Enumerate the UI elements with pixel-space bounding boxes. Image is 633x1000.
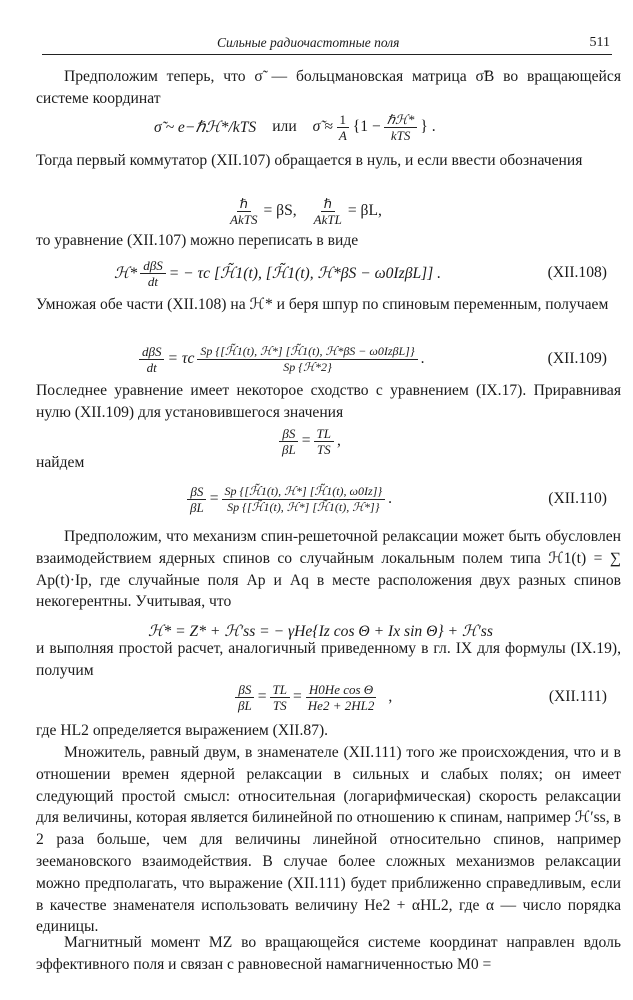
equation-XII-108 <box>36 256 621 290</box>
eq8-frac2-num: TL <box>270 682 290 698</box>
eq2-frac1-den: AkTS <box>230 211 258 227</box>
eq4-fraction <box>139 344 164 375</box>
eq1-frac1-num: 1 <box>337 112 350 128</box>
paragraph-11: Магнитный момент MZ во вращающейся системе координат направлен вдоль эффективного поля и связан с равновесной намагниченностью M0 = <box>36 934 621 973</box>
eq8-frac3-num: H0He cos Θ <box>306 682 376 698</box>
paragraph-1: Предположим теперь, что σ̃ — больцмановская матрица σ̃B во вращающейся системе координат <box>36 68 621 107</box>
eq4-frac-den: dt <box>146 359 157 375</box>
eq5-frac2-den: TS <box>316 441 331 457</box>
eq1-right-a: σ̃ ≈ <box>312 118 333 135</box>
eq1-frac2-num: ℏℋ* <box>384 112 418 128</box>
eq6-mid: = <box>209 490 219 507</box>
eq8-fraction-2 <box>270 682 290 713</box>
eq4-number: (XII.109) <box>547 350 607 367</box>
eq6-end: . <box>388 490 393 507</box>
eq4-end: . <box>420 350 425 367</box>
eq6-big-den: Sp {[ℋ̃1(t), ℋ*] [ℋ̃1(t), ℋ*]} <box>227 499 380 514</box>
eq3-left: ℋ* <box>114 264 138 282</box>
eq2-frac2-num: ℏ <box>321 196 335 212</box>
eq6-frac-num: βS <box>187 484 206 500</box>
eq2-frac2-den: AkTL <box>313 211 342 227</box>
eq1-left: σ̃ ~ e−ℏℋ*/kTS <box>154 118 257 136</box>
eq6-frac-den: βL <box>190 499 204 515</box>
equation-XII-110 <box>36 482 621 516</box>
eq2-fraction-1 <box>227 196 260 227</box>
paragraph-3: то уравнение (XII.107) можно переписать в виде <box>36 232 359 249</box>
eq3-frac-den: dt <box>147 273 159 289</box>
eq8-end: , <box>388 688 393 705</box>
paragraph-2: Тогда первый коммутатор (XII.107) обращается в нуль, и если ввести обозначения <box>36 152 583 169</box>
eq8-frac1-num: βS <box>235 682 254 698</box>
eq1-fraction-2 <box>384 112 418 143</box>
eq5-frac2-num: TL <box>314 426 334 442</box>
eq8-fraction-1 <box>235 682 255 713</box>
eq8-frac3-den: He2 + 2HL2 <box>307 697 375 713</box>
eq2-mid: = βS, <box>263 202 297 219</box>
paragraph-9: где HL2 определяется выражением (XII.87). <box>36 722 329 739</box>
equation-boltzmann <box>36 110 621 144</box>
paragraph-6: найдем <box>36 454 85 471</box>
eq7-text: ℋ* = Z* + ℋ′ss = − γHe{Iz cos Θ + Ix sin Θ} + ℋ′ss <box>148 622 493 640</box>
paragraph-10: Множитель, равный двум, в знаменателе (XII.111) того же происхождения, что и в отношении времен ядерной релаксации в сильных и слабых полях; он имеет следующий простой смысл: относительная (логарифмическая) скорость релаксации для величины, которая является билинейной по отношению к спинам, например ℋ′ss, в 2 раза больше, чем для величины линейной относительно спинов, например зеемановского взаимодействия. В случае более сложных механизмов релаксации можно предполагать, что выражение (XII.111) будет приближенно справедливым, если в качестве знаменателя использовать величину He2 + αHL2, где α — число порядка единицы. <box>36 744 621 936</box>
eq4-big-fraction <box>197 344 417 375</box>
eq3-right: = − τc [ℋ̃1(t), [ℋ̃1(t), ℋ*βS − ω0IzβL]] . <box>168 264 442 282</box>
eq6-big-num: Sp {[ℋ̃1(t), ℋ*] [ℋ̃1(t), ω0Iz]} <box>222 484 386 500</box>
eq3-fraction <box>140 258 165 289</box>
paragraph-4: Умножая обе части (XII.108) на ℋ* и беря шпур по спиновым переменным, получаем <box>36 296 609 313</box>
eq6-fraction <box>187 484 207 515</box>
eq2-frac1-num: ℏ <box>237 196 251 212</box>
running-title: Сильные радиочастотные поля <box>217 35 400 50</box>
eq4-big-num: Sp {[ℋ̃1(t), ℋ*] [ℋ̃1(t), ℋ*βS − ω0IzβL]} <box>197 344 417 360</box>
page-number: 511 <box>589 35 610 50</box>
equation-beta-definitions <box>36 194 621 228</box>
eq4-big-den: Sp {ℋ*2} <box>283 359 332 374</box>
eq1-or: или <box>272 118 297 135</box>
paragraph-8: и выполняя простой расчет, аналогичный приведенному в гл. IX для формулы (IX.19), получим <box>36 640 621 679</box>
eq1-right-b: {1 − <box>352 118 381 135</box>
eq1-frac1-den: A <box>338 127 347 143</box>
eq1-fraction-1 <box>336 112 350 143</box>
eq8-mid2: = <box>292 688 302 705</box>
eq4-mid: = τc <box>167 350 195 367</box>
eq2-end: = βL, <box>347 202 382 219</box>
eq5-end: , <box>336 432 341 449</box>
eq3-frac-num: dβS <box>140 258 165 274</box>
eq6-number: (XII.110) <box>548 490 607 507</box>
running-header <box>42 34 612 55</box>
eq8-mid1: = <box>257 688 267 705</box>
eq4-frac-num: dβS <box>139 344 164 360</box>
eq1-right-c: } . <box>420 118 436 135</box>
eq2-fraction-2 <box>311 196 345 227</box>
eq5-mid: = <box>301 432 311 449</box>
eq8-frac1-den: βL <box>238 697 252 713</box>
eq8-number: (XII.111) <box>548 688 607 705</box>
equation-XII-111 <box>36 680 621 714</box>
equation-XII-109 <box>36 342 621 376</box>
paragraph-5: Последнее уравнение имеет некоторое сходство с уравнением (IX.17). Приравнивая нулю (XII.109) для установившегося значения <box>36 382 621 421</box>
eq3-number: (XII.108) <box>547 264 607 281</box>
eq8-fraction-3 <box>305 682 378 713</box>
eq8-frac2-den: TS <box>272 697 287 713</box>
eq6-big-fraction <box>222 484 386 515</box>
paragraph-7: Предположим, что механизм спин-решеточной релаксации может быть обусловлен взаимодействием ядерных спинов со случайным локальным полем типа ℋ1(t) = ∑ Ap(t)·Ip, где случайные поля Ap и Aq в месте расположения двух разных спинов некогерентны. Учитывая, что <box>36 528 621 611</box>
eq1-frac2-den: kTS <box>390 127 411 143</box>
eq5-frac1-num: βS <box>279 426 298 442</box>
eq5-frac1-den: βL <box>282 441 296 457</box>
